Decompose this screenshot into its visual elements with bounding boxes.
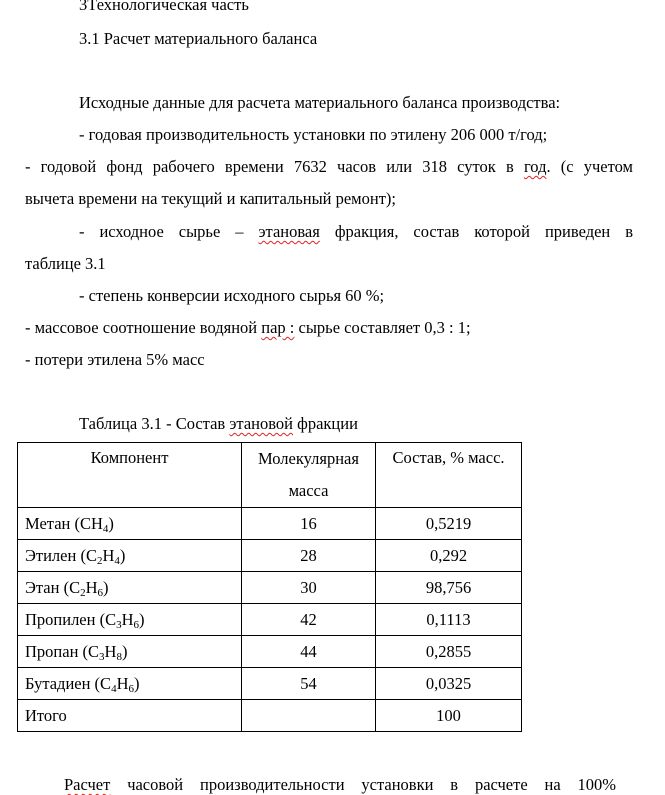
table-row (18, 508, 522, 540)
total-mass (242, 700, 376, 732)
composition-value: 0,2855 (376, 636, 522, 668)
intro-paragraph: Исходные данные для расчета материального баланса производства: (79, 93, 561, 112)
table-row (18, 540, 522, 572)
molecular-mass: 30 (242, 572, 376, 604)
component-name: Этилен $(C_2H_4)$ (18, 540, 242, 572)
table-caption: Таблица 3.1 - Состав этановой фракции (79, 414, 358, 433)
molecular-mass: 28 (242, 540, 376, 572)
section-title: 3Технологическая часть (79, 0, 249, 14)
table-row (18, 604, 522, 636)
item-losses: - потери этилена 5% масс (25, 350, 205, 369)
composition-value: 0,1113 (376, 604, 522, 636)
composition-value: 0,292 (376, 540, 522, 572)
composition-value: 0,0325 (376, 668, 522, 700)
molecular-mass: 54 (242, 668, 376, 700)
composition-value: 0,5219 (376, 508, 522, 540)
item-work-fund: - годовой фонд рабочего времени 7632 часов или 318 суток в год. (с учетом (25, 157, 633, 176)
table-row-total (18, 700, 522, 732)
header-molecular-mass: Молекулярная масса (242, 443, 376, 508)
spellcheck-mark: этановой (229, 414, 293, 433)
table-header-row (18, 443, 522, 508)
item-raw-material-cont: таблице 3.1 (25, 254, 106, 273)
item-ratio: - массовое соотношение водяной пар : сырье составляет 0,3 : 1; (25, 318, 471, 337)
component-name: Метан $(CH_4)$ (18, 508, 242, 540)
item-conversion: - степень конверсии исходного сырья 60 %; (79, 286, 385, 305)
molecular-mass: 44 (242, 636, 376, 668)
table-row (18, 572, 522, 604)
composition-value: 98,756 (376, 572, 522, 604)
spellcheck-mark: Расчет (64, 775, 111, 794)
header-component: Компонент (18, 443, 242, 508)
molecular-mass: 42 (242, 604, 376, 636)
total-label: Итого (18, 700, 242, 732)
spellcheck-mark: пар : (261, 318, 295, 337)
spellcheck-mark: год (523, 157, 547, 176)
component-name: Этан $(C_2H_6)$ (18, 572, 242, 604)
item-work-fund-cont: вычета времени на текущий и капитальный ремонт); (25, 189, 396, 208)
header-composition: Состав, % масс. (376, 443, 522, 508)
subsection-title: 3.1 Расчет материального баланса (79, 29, 318, 48)
item-raw-material: - исходное сырье – этановая фракция, состав которой приведен в (79, 222, 633, 241)
component-name: Бутадиен $(C_4H_6)$ (18, 668, 242, 700)
spellcheck-mark: этановая (258, 222, 320, 241)
total-composition: 100 (376, 700, 522, 732)
molecular-mass: 16 (242, 508, 376, 540)
item-productivity: - годовая производительность установки по этилену 206 000 т/год; (79, 125, 548, 144)
component-name: Пропилен $(C_3H_6)$ (18, 604, 242, 636)
composition-table (17, 442, 522, 732)
table-row (18, 636, 522, 668)
footer-paragraph: Расчет часовой производительности установки в расчете на 100% (64, 775, 617, 794)
table-row (18, 668, 522, 700)
component-name: Пропан $(C_3H_8)$ (18, 636, 242, 668)
